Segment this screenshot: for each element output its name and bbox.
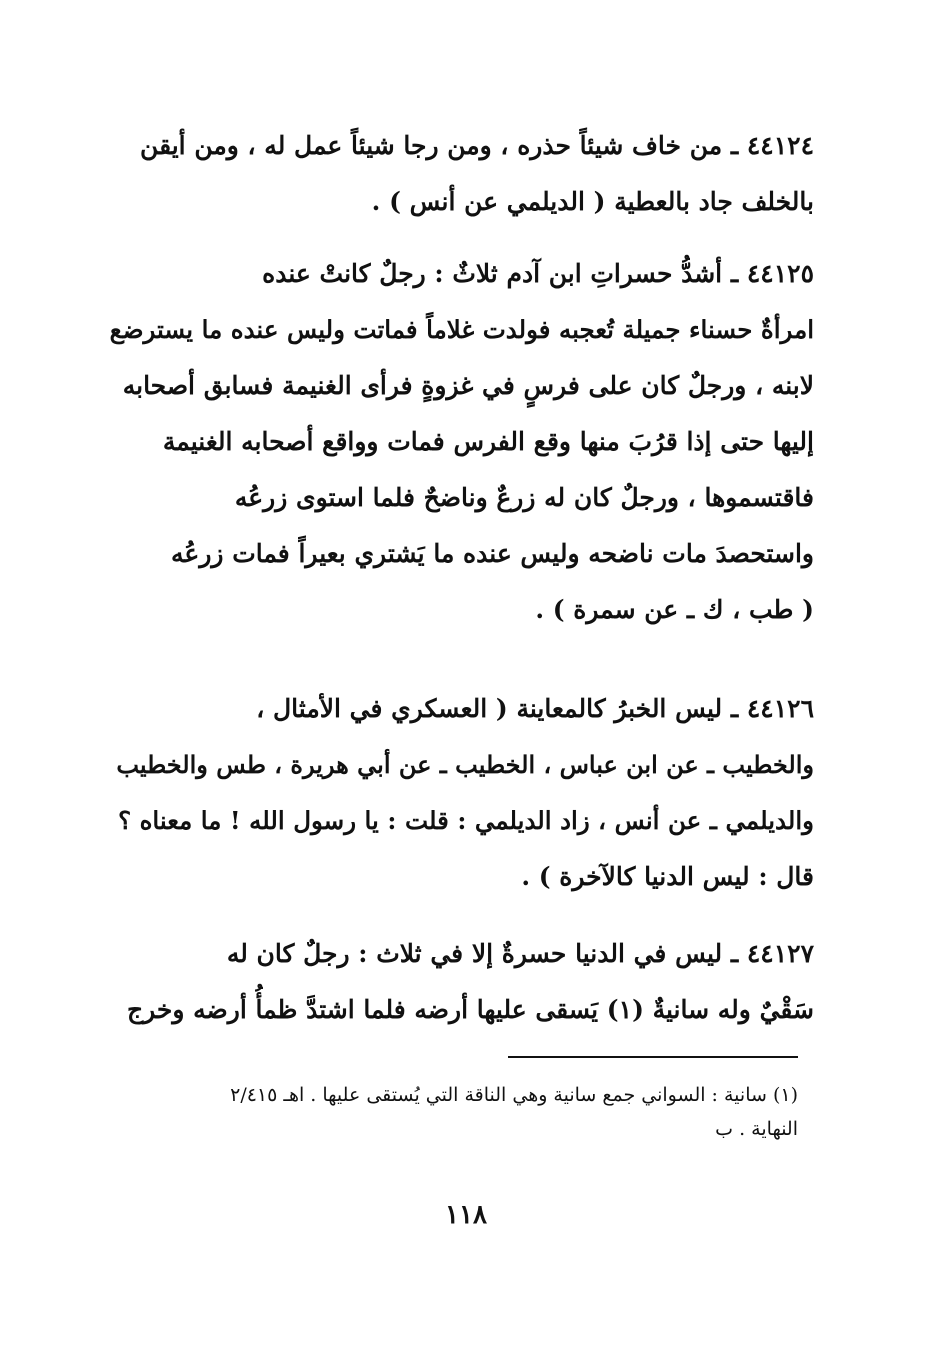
page-number: ١١٨ xyxy=(445,1200,487,1230)
text-line: واستحصدَ مات ناضحه وليس عنده ما يَشتري بعيراً فمات زرعُه xyxy=(171,539,814,568)
text-line: ٤٤١٢٦ ـ ليس الخبرُ كالمعاينة ( العسكري في الأمثال ، xyxy=(256,694,814,723)
footnote-line: النهاية . ب xyxy=(715,1118,798,1140)
hadith-44126 xyxy=(108,681,814,905)
text-line: فاقتسموها ، ورجلٌ كان له زرعٌ وناضحٌ فلما استوى زرعُه xyxy=(234,483,814,512)
text-line: ٤٤١٢٥ ـ أشدُّ حسراتِ ابن آدم ثلاثٌ : رجلٌ كانتْ عنده xyxy=(262,259,814,288)
text-line: سَقْيٌ وله سانيةٌ (١) يَسقى عليها أرضه فلما اشتدَّ ظمأُ أرضه وخرج xyxy=(126,995,814,1024)
text-line: امرأةٌ حسناء جميلة تُعجبه فولدت غلاماً فماتت وليس عنده ما يسترضع xyxy=(109,315,814,344)
text-line: بالخلف جاد بالعطية ( الديلمي عن أنس ) . xyxy=(371,187,814,216)
text-line: إليها حتى إذا قرُبَ منها وقع الفرس فمات وواقع أصحابه الغنيمة xyxy=(162,427,814,456)
text-line: قال : ليس الدنيا كالآخرة ) . xyxy=(521,862,814,891)
text-line: والخطيب ـ عن ابن عباس ، الخطيب ـ عن أبي هريرة ، طس والخطيب xyxy=(116,750,814,779)
text-line: لابنه ، ورجلٌ كان على فرسٍ في غزوةٍ فرأى الغنيمة فسابق أصحابه xyxy=(122,371,814,400)
footnote-line: (١) سانية : السواني جمع سانية وهي الناقة التي يُستقى عليها . اهـ ٢/٤١٥ xyxy=(230,1084,798,1106)
hadith-44125 xyxy=(108,246,814,638)
text-line: والديلمي ـ عن أنس ، زاد الديلمي : قلت : يا رسول الله ! ما معناه ؟ xyxy=(118,806,814,835)
text-line: ٤٤١٢٤ ـ من خاف شيئاً حذره ، ومن رجا شيئاً عمل له ، ومن أيقن xyxy=(140,131,814,160)
text-line: ( طب ، ك ـ عن سمرة ) . xyxy=(535,595,814,624)
footnote xyxy=(108,1078,798,1146)
hadith-44124 xyxy=(108,118,814,230)
footnote-divider xyxy=(508,1056,798,1058)
hadith-44127 xyxy=(108,926,814,1038)
text-line: ٤٤١٢٧ ـ ليس في الدنيا حسرةٌ إلا في ثلاث : رجلٌ كان له xyxy=(226,939,814,968)
